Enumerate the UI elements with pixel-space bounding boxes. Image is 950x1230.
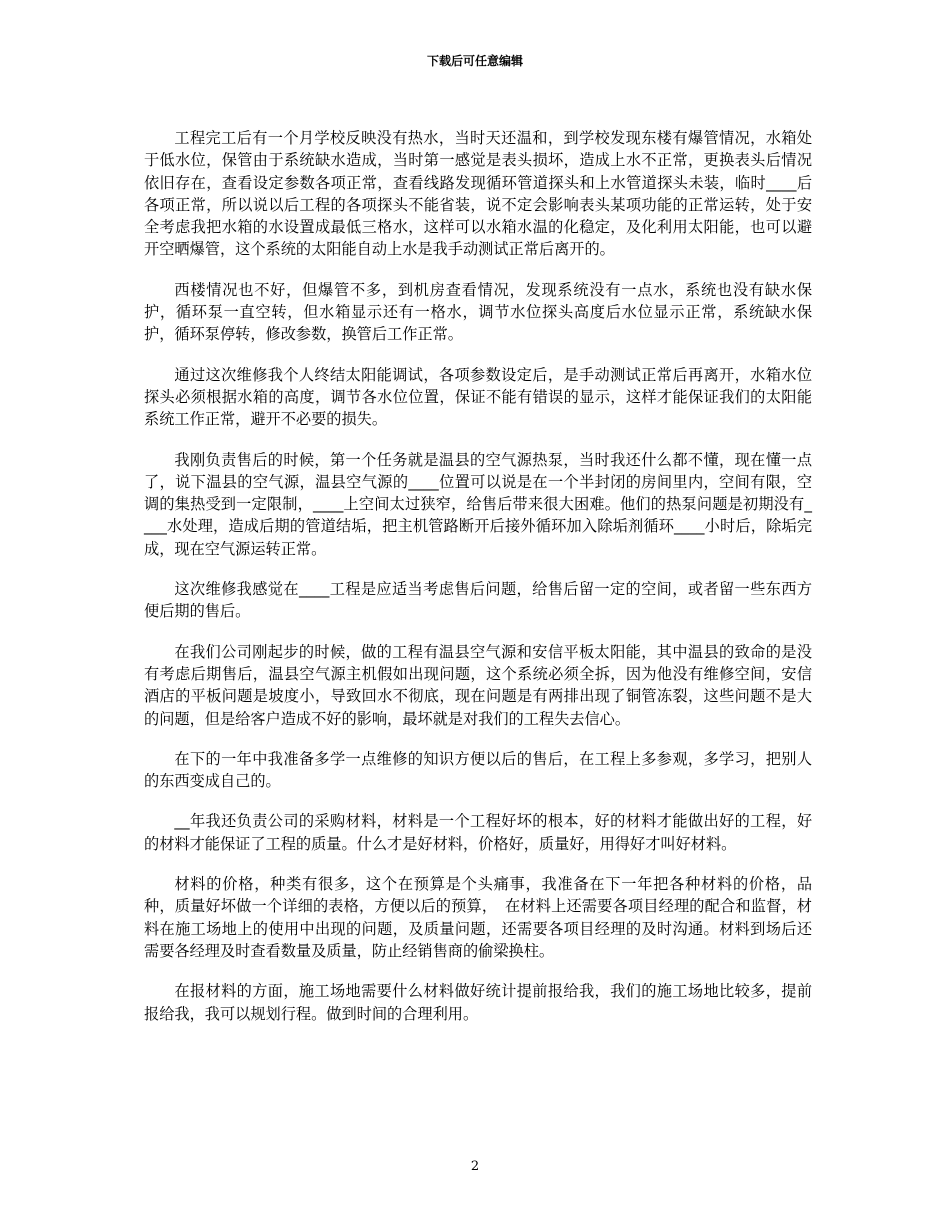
page-number: 2 bbox=[470, 1159, 480, 1174]
paragraph-1: 工程完工后有一个月学校反映没有热水，当时天还温和，到学校发现东楼有爆管情况，水箱处于低水位，保管由于系统缺水造成，当时第一感觉是表头损坏，造成上水不正常，更换表头后情况依旧存在，查看设定参数各项正常，查看线路发现循环管道探头和上水管道探头未装，临时____后各项正常，所以说以后工程的各项探头不能省装，说不定会影响表头某项功能的正常运转，处于安全考虑我把水箱的水设置成最低三格水，这样可以水箱水温的化稳定，及化利用太阳能，也可以避开空晒爆管，这个系统的太阳能自动上水是我手动测试正常后离开的。 bbox=[144, 129, 812, 259]
paragraph-9: 材料的价格，种类有很多，这个在预算是个头痛事，我准备在下一年把各种材料的价格，品种，质量好坏做一个详细的表格，方便以后的预算， 在材料上还需要各项目经理的配合和监督，材料在施工场地上的使用中出现的问题，及质量问题，还需要各项目经理的及时沟通。材料到场后还需要各经理及时查看数量及质量，防止经销售商的偷梁换柱。 bbox=[144, 875, 812, 960]
paragraph-5: 这次维修我感觉在____工程是应适当考虑售后问题，给售后留一定的空间，或者留一些东西方便后期的售后。 bbox=[144, 580, 812, 621]
paragraph-8: __年我还负责公司的采购材料，材料是一个工程好坏的根本，好的材料才能做出好的工程，好的材料才能保证了工程的质量。什么才是好材料，价格好，质量好，用得好才叫好材料。 bbox=[144, 812, 812, 853]
paragraph-3: 通过这次维修我个人终结太阳能调试，各项参数设定后，是手动测试正常后再离开，水箱水位探头必须根据水箱的高度，调节各水位位置，保证不能有错误的显示，这样才能保证我们的太阳能系统工作正常，避开不必要的损失。 bbox=[144, 365, 812, 429]
paragraph-6: 在我们公司刚起步的时候，做的工程有温县空气源和安信平板太阳能，其中温县的致命的是没有考虑后期售后，温县空气源主机假如出现问题，这个系统必须全拆，因为他没有维修空间，安信酒店的平板问题是坡度小，导致回水不彻底，现在问题是有两排出现了铜管冻裂，这些问题不是大的问题，但是给客户造成不好的影响，最坏就是对我们的工程失去信心。 bbox=[144, 642, 812, 728]
paragraph-10: 在报材料的方面，施工场地需要什么材料做好统计提前报给我，我们的施工场地比较多，提前报给我，我可以规划行程。做到时间的合理利用。 bbox=[144, 982, 812, 1023]
paragraph-2: 西楼情况也不好，但爆管不多，到机房查看情况，发现系统没有一点水，系统也没有缺水保护，循环泵一直空转，但水箱显示还有一格水，调节水位探头高度后水位显示正常，系统缺水保护，循环泵停转，修改参数，换管后工作正常。 bbox=[144, 280, 812, 344]
page-header: 下载后可任意编辑 bbox=[426, 54, 523, 68]
document-body bbox=[144, 127, 812, 1043]
paragraph-7: 在下的一年中我准备多学一点维修的知识方便以后的售后，在工程上多参观，多学习，把别人的东西变成自己的。 bbox=[144, 749, 812, 791]
paragraph-4: 我刚负责售后的时候，第一个任务就是温县的空气源热泵，当时我还什么都不懂，现在懂一点了，说下温县的空气源，温县空气源的____位置可以说是在一个半封闭的房间里内，空间有限，空调的集热受到一定限制，____上空间太过狭窄，给售后带来很大困难。他们的热泵问题是初期没有____水处理，造成后期的管道结垢，把主机管路断开后接外循环加入除垢剂循环____小时后，除垢完成，现在空气源运转正常。 bbox=[144, 450, 812, 558]
